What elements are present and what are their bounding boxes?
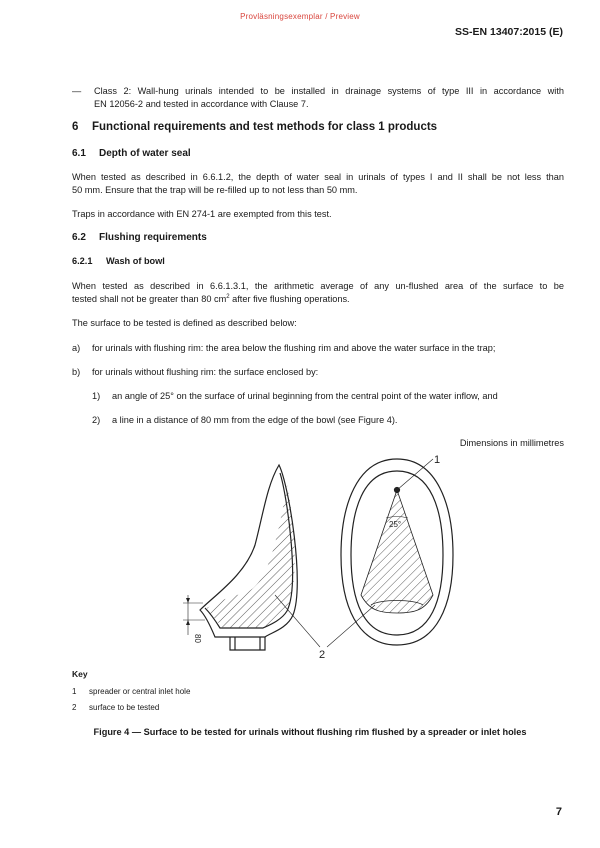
leader-1	[397, 459, 433, 490]
leader-2a	[275, 595, 320, 647]
section-6-title: Functional requirements and test methods for class 1 products	[92, 121, 438, 133]
sub-2-label: 2)	[92, 415, 101, 425]
key-1-num: 1	[72, 687, 77, 696]
wash-line2	[72, 293, 564, 306]
urinal-figure	[175, 445, 470, 660]
section-6-1-para2: Traps in accordance with EN 274-1 are exempted from this test.	[72, 209, 332, 219]
class2-text	[94, 85, 564, 111]
item-a-label: a)	[72, 343, 81, 353]
item-b-text: for urinals without flushing rim: the surface enclosed by:	[92, 367, 319, 377]
sub-1-label: 1)	[92, 391, 101, 401]
page-number: 7	[555, 806, 562, 818]
section-6-2-1-para1	[72, 280, 564, 306]
class2-line2: EN 12056-2 and tested in accordance with Clause 7.	[94, 99, 309, 109]
wash-line2-b: after five flushing operations.	[229, 294, 350, 304]
dimension-label-80: 80	[193, 634, 202, 643]
urinal-side-view	[183, 465, 297, 650]
para1-line1: When tested as described in 6.6.1.2, the depth of water seal in urinals of types I and II shall be not less than	[72, 172, 564, 182]
para1-line2: 50 mm. Ensure that the trap will be re-filled up to not less than 50 mm.	[72, 185, 358, 195]
section-6-2-1-title: Wash of bowl	[106, 256, 165, 266]
class2-line1: Class 2: Wall-hung urinals intended to be installed in drainage systems of type III in accordance with	[94, 86, 564, 96]
section-6-2-1-para2: The surface to be tested is defined as described below:	[72, 318, 297, 328]
urinal-front-view	[341, 459, 453, 645]
angle-label: 25°	[389, 520, 402, 529]
key-2-num: 2	[72, 703, 77, 712]
wash-line1: When tested as described in 6.6.1.3.1, the arithmetic average of any un-flushed area of the surface to be	[72, 281, 564, 291]
key-title: Key	[72, 669, 88, 679]
section-6-1-number: 6.1	[72, 148, 86, 159]
section-6-1-title: Depth of water seal	[99, 148, 191, 159]
sub-1-text: an angle of 25° on the surface of urinal beginning from the central point of the water inflow, and	[112, 391, 498, 401]
key-1-text: spreader or central inlet hole	[89, 687, 191, 696]
figure-caption: Figure 4 — Surface to be tested for urinals without flushing rim flushed by a spreader or inlet holes	[93, 727, 527, 737]
wash-line2-sup: 2	[226, 293, 230, 300]
item-a-text: for urinals with flushing rim: the area below the flushing rim and above the water surface in the trap;	[92, 343, 496, 353]
preview-watermark: Provläsningsexemplar / Preview	[240, 12, 360, 21]
section-6-number: 6	[72, 121, 79, 133]
dimensions-note: Dimensions in millimetres	[459, 438, 564, 448]
section-6-2-1-number: 6.2.1	[72, 256, 93, 266]
class2-dash: —	[72, 86, 82, 96]
sub-2-text: a line in a distance of 80 mm from the edge of the bowl (see Figure 4).	[112, 415, 398, 425]
standard-id: SS-EN 13407:2015 (E)	[455, 26, 563, 38]
figure-label-1: 1	[434, 454, 441, 466]
item-b-label: b)	[72, 367, 81, 377]
section-6-2-number: 6.2	[72, 232, 86, 243]
figure-label-2: 2	[319, 649, 326, 660]
section-6-2-title: Flushing requirements	[99, 232, 207, 243]
key-2-text: surface to be tested	[89, 703, 160, 712]
section-6-1-para1	[72, 171, 564, 197]
wash-line2-a: tested shall not be greater than 80 cm	[72, 294, 227, 304]
